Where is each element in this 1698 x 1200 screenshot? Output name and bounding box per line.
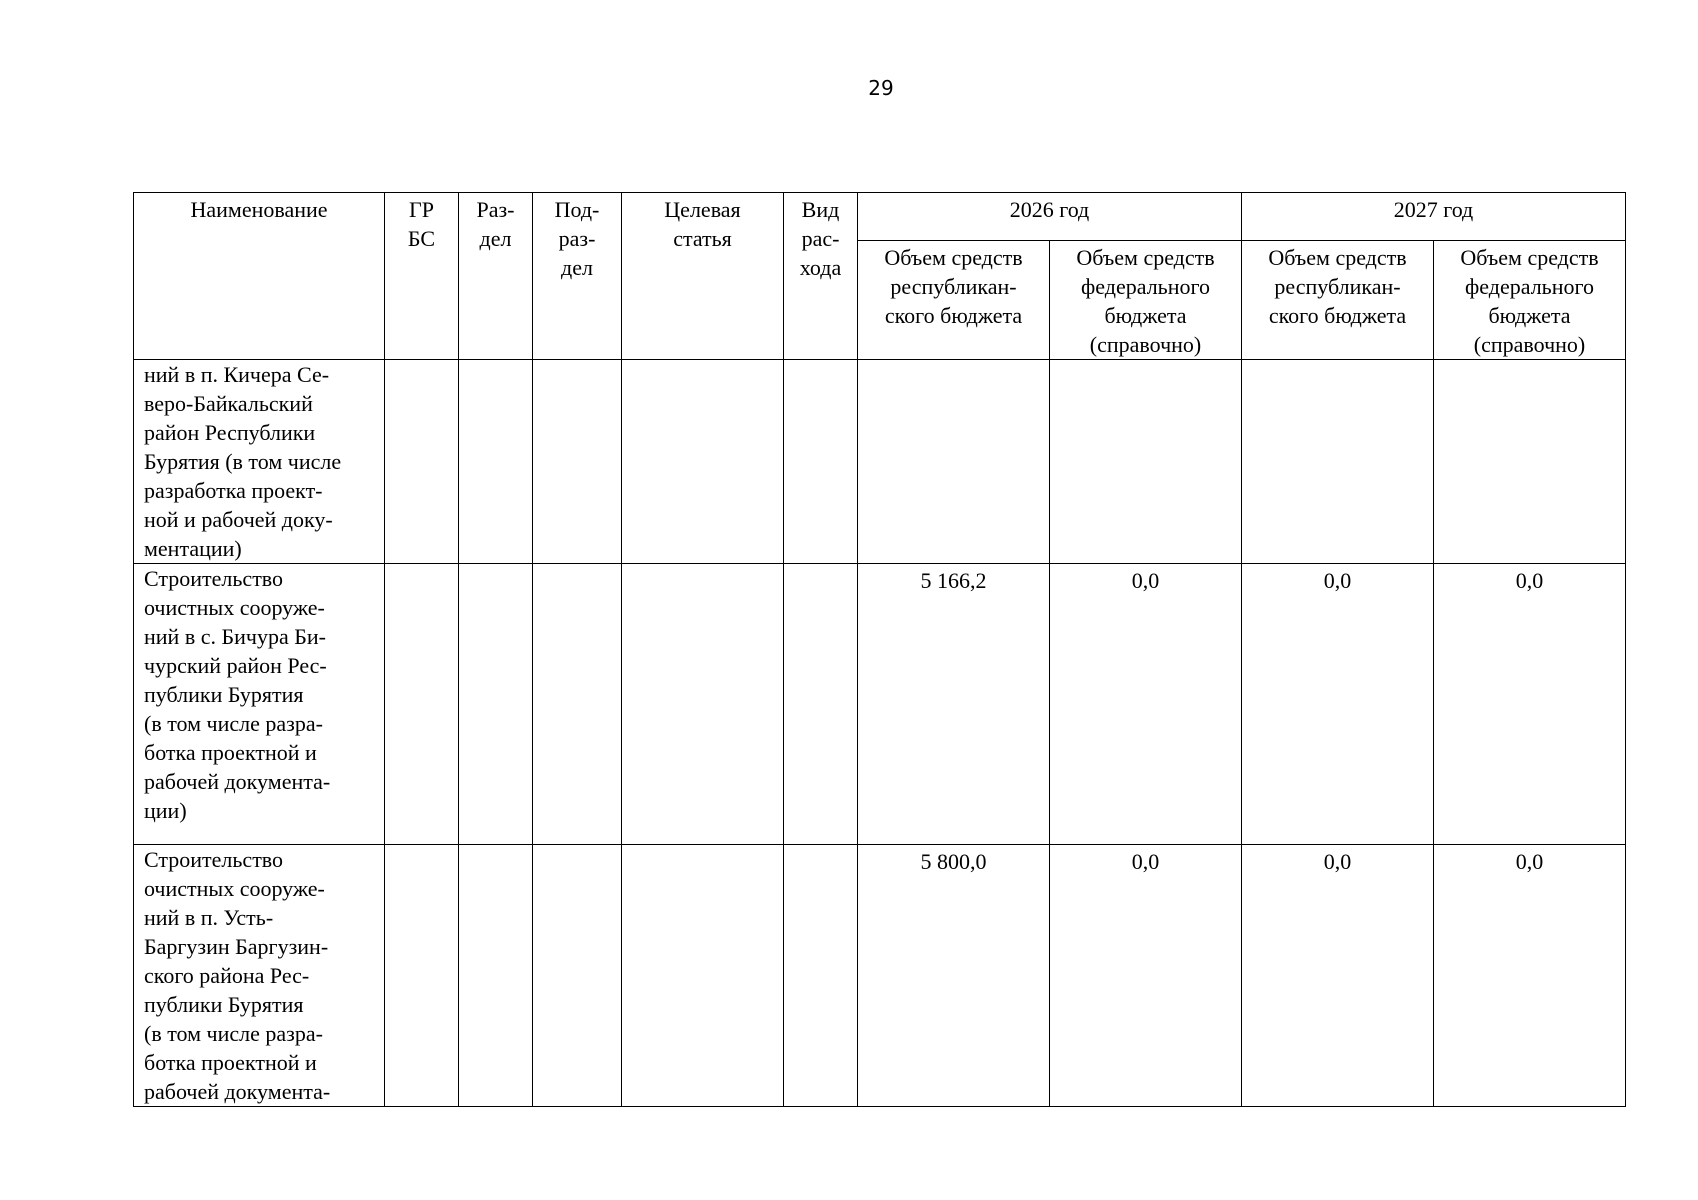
row-fed-2027: 0,0 (1434, 845, 1626, 1107)
header-grbs: ГР БС (385, 193, 459, 360)
table-row (134, 564, 1626, 845)
row-expense-type (784, 564, 858, 845)
header-year-2027: 2027 год (1242, 193, 1626, 241)
row-fed-2026 (1050, 360, 1242, 564)
header-fed-budget-2027: Объем средств федерального бюджета (справочно) (1434, 241, 1626, 360)
header-expense-type: Вид рас- хода (784, 193, 858, 360)
budget-table (133, 192, 1626, 1107)
row-name: Строительство очистных сооруже- ний в с. Бичура Би- чурский район Рес- публики Бурятия (в том числе разра- ботка проектной и рабочей документа- ции) (134, 564, 385, 845)
row-razdel (459, 564, 533, 845)
header-rep-budget-2027: Объем средств республикан- ского бюджета (1242, 241, 1434, 360)
header-name: Наименование (134, 193, 385, 360)
row-expense-type (784, 360, 858, 564)
row-podrazdel (533, 845, 622, 1107)
row-name: ний в п. Кичера Се- веро-Байкальский район Республики Бурятия (в том числе разработка проект- ной и рабочей доку- ментации) (134, 360, 385, 564)
row-fed-2026: 0,0 (1050, 564, 1242, 845)
row-rep-2027: 0,0 (1242, 564, 1434, 845)
row-target-article (622, 564, 784, 845)
row-razdel (459, 360, 533, 564)
header-fed-budget-2026: Объем средств федерального бюджета (справочно) (1050, 241, 1242, 360)
row-rep-2026: 5 166,2 (858, 564, 1050, 845)
row-podrazdel (533, 360, 622, 564)
row-grbs (385, 360, 459, 564)
row-target-article (622, 360, 784, 564)
header-year-2026: 2026 год (858, 193, 1242, 241)
page-number: 29 (868, 76, 894, 100)
table-row (134, 845, 1626, 1107)
header-podrazdel: Под- раз- дел (533, 193, 622, 360)
row-fed-2026: 0,0 (1050, 845, 1242, 1107)
row-grbs (385, 564, 459, 845)
header-target-article: Целевая статья (622, 193, 784, 360)
row-rep-2027 (1242, 360, 1434, 564)
table-row (134, 360, 1626, 564)
row-fed-2027 (1434, 360, 1626, 564)
row-name: Строительство очистных сооруже- ний в п. Усть- Баргузин Баргузин- ского района Рес- публики Бурятия (в том числе разра- ботка проектной и рабочей документа- (134, 845, 385, 1107)
row-grbs (385, 845, 459, 1107)
row-podrazdel (533, 564, 622, 845)
row-target-article (622, 845, 784, 1107)
row-rep-2027: 0,0 (1242, 845, 1434, 1107)
row-rep-2026: 5 800,0 (858, 845, 1050, 1107)
row-razdel (459, 845, 533, 1107)
row-fed-2027: 0,0 (1434, 564, 1626, 845)
header-rep-budget-2026: Объем средств республикан- ского бюджета (858, 241, 1050, 360)
row-rep-2026 (858, 360, 1050, 564)
row-expense-type (784, 845, 858, 1107)
header-razdel: Раз- дел (459, 193, 533, 360)
